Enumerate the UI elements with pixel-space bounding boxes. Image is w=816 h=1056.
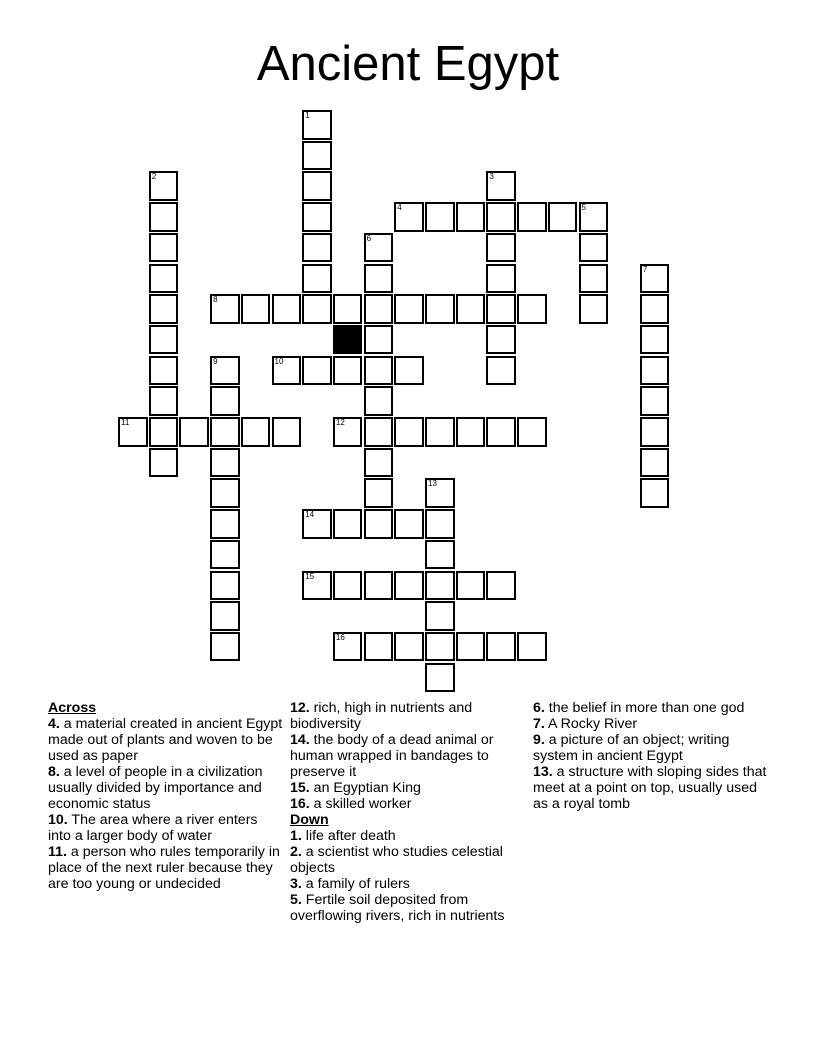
grid-cell[interactable]: [640, 386, 670, 416]
grid-cell[interactable]: [486, 294, 516, 324]
grid-cell[interactable]: [456, 632, 486, 662]
grid-cell[interactable]: [486, 202, 516, 232]
clue-number-label: 14.: [290, 732, 310, 748]
grid-cell[interactable]: [394, 202, 424, 232]
clue-number-label: 10.: [48, 812, 68, 828]
clue-text: a material created in ancient Egypt made out of plants and woven to be used as paper: [48, 716, 283, 764]
grid-cell[interactable]: [149, 264, 179, 294]
clue-number-label: 15.: [290, 780, 310, 796]
grid-cell[interactable]: [364, 386, 394, 416]
clue-number: 4: [397, 203, 402, 213]
clue-number-label: 16.: [290, 796, 310, 812]
clue-text: life after death: [301, 828, 396, 844]
clue-number-label: 3.: [290, 876, 302, 892]
clue-number: 3: [489, 172, 494, 182]
grid-cell[interactable]: [302, 141, 332, 171]
grid-cell[interactable]: [149, 233, 179, 263]
grid-cell[interactable]: [302, 233, 332, 263]
clue-item: [290, 732, 526, 780]
grid-cell[interactable]: [272, 356, 302, 386]
clue-text: A Rocky River: [544, 716, 638, 732]
clue-number: 2: [151, 172, 157, 182]
grid-cell[interactable]: [640, 478, 670, 508]
grid-cell[interactable]: [579, 202, 609, 232]
down-heading: Down: [290, 812, 329, 828]
clue-number: 1: [305, 111, 310, 120]
grid-cell[interactable]: [241, 294, 271, 324]
clues-column-2: [290, 700, 526, 924]
grid-cell[interactable]: [210, 540, 240, 570]
clue-text: a family of rulers: [301, 876, 410, 892]
clue-number: 15: [305, 571, 315, 581]
grid-cell[interactable]: [425, 202, 455, 232]
grid-cell[interactable]: [302, 171, 332, 201]
clue-number-label: 8.: [48, 764, 60, 780]
clue-text: a person who rules temporarily in place of the next ruler because they are too young or undecided: [48, 844, 280, 892]
grid-cell[interactable]: [210, 448, 240, 478]
grid-cell[interactable]: [364, 294, 394, 324]
grid-cell[interactable]: [456, 571, 486, 601]
clue-number-label: 13.: [533, 764, 553, 780]
clue-number: 11: [121, 418, 130, 427]
grid-cell[interactable]: [210, 417, 240, 447]
grid-cell[interactable]: [640, 325, 670, 355]
grid-cell[interactable]: [241, 417, 271, 447]
clue-number: 12: [335, 418, 345, 427]
grid-cell[interactable]: [149, 386, 179, 416]
grid-cell[interactable]: [640, 264, 670, 294]
clue-item: [290, 892, 526, 924]
clue-number-label: 6.: [533, 700, 545, 716]
grid-cell[interactable]: [302, 110, 332, 140]
grid-cell[interactable]: [149, 202, 179, 232]
grid-cell[interactable]: [517, 294, 547, 324]
grid-cell[interactable]: [149, 356, 179, 386]
clues-column-1: [48, 700, 284, 892]
grid-cell[interactable]: [579, 294, 609, 324]
grid-cell[interactable]: [579, 264, 609, 294]
grid-cell[interactable]: [425, 294, 455, 324]
grid-cell[interactable]: [425, 540, 455, 570]
grid-cell[interactable]: [394, 356, 424, 386]
grid-cell[interactable]: [486, 571, 516, 601]
grid-cell[interactable]: [394, 571, 424, 601]
grid-cell[interactable]: [579, 233, 609, 263]
clue-number-label: 9.: [533, 732, 545, 748]
clue-text: a level of people in a civilization usually divided by importance and economic status: [48, 764, 263, 812]
clue-item: [48, 844, 284, 892]
grid-cell[interactable]: [364, 448, 394, 478]
clue-number-label: 4.: [48, 716, 60, 732]
puzzle-title: Ancient Egypt: [256, 37, 560, 91]
grid-cell[interactable]: [640, 294, 670, 324]
grid-cell[interactable]: [364, 571, 394, 601]
clue-number: 7: [642, 264, 648, 274]
clue-item: [533, 764, 769, 812]
clue-number: 8: [213, 295, 218, 305]
grid-cell[interactable]: [210, 632, 240, 662]
grid-cell[interactable]: [333, 294, 363, 324]
grid-cell[interactable]: [364, 325, 394, 355]
clue-number: 5: [581, 203, 586, 213]
clue-text: Fertile soil deposited from overflowing rivers, rich in nutrients: [290, 892, 505, 924]
grid-cell[interactable]: [486, 417, 516, 447]
grid-cell[interactable]: [149, 294, 179, 324]
clue-number: 16: [335, 632, 345, 642]
clue-number-label: 2.: [290, 844, 302, 860]
clue-text: The area where a river enters into a larger body of water: [48, 812, 258, 844]
grid-cell[interactable]: [210, 509, 240, 539]
grid-cell[interactable]: [149, 325, 179, 355]
grid-cell[interactable]: [425, 632, 455, 662]
grid-cell[interactable]: [210, 294, 240, 324]
grid-cell[interactable]: [640, 356, 670, 386]
grid-cell[interactable]: [149, 417, 179, 447]
clue-item: [533, 700, 769, 716]
grid-cell[interactable]: [548, 202, 578, 232]
across-heading: Across: [48, 700, 97, 716]
grid-cell[interactable]: [517, 417, 547, 447]
grid-cell[interactable]: [118, 417, 148, 447]
clue-text: a picture of an object; writing system in ancient Egypt: [533, 732, 730, 764]
clues-column-3: [533, 700, 769, 812]
grid-cell[interactable]: [364, 356, 394, 386]
grid-cell[interactable]: [210, 571, 240, 601]
grid-cell[interactable]: [210, 386, 240, 416]
grid-cell[interactable]: [272, 294, 302, 324]
grid-cell[interactable]: [425, 509, 455, 539]
grid-cell[interactable]: [486, 171, 516, 201]
grid-cell[interactable]: [302, 356, 332, 386]
clue-item: [290, 844, 526, 876]
clue-item: [290, 700, 526, 732]
grid-cell[interactable]: [640, 448, 670, 478]
clue-number-label: 11.: [48, 844, 67, 860]
clue-number-label: 7.: [533, 716, 545, 732]
grid-cell[interactable]: [302, 509, 332, 539]
clue-text: a skilled worker: [309, 796, 412, 812]
clue-number: 14: [305, 510, 315, 520]
grid-cell[interactable]: [364, 233, 394, 263]
grid-cell[interactable]: [456, 417, 486, 447]
grid-cell[interactable]: [364, 632, 394, 662]
grid-cell[interactable]: [425, 571, 455, 601]
grid-cell[interactable]: [364, 417, 394, 447]
grid-cell[interactable]: [517, 202, 547, 232]
clue-text: the body of a dead animal or human wrapped in bandages to preserve it: [290, 732, 494, 780]
clue-number: 6: [366, 233, 372, 243]
clue-item: [290, 796, 526, 812]
black-square: [333, 325, 363, 355]
grid-cell[interactable]: [210, 478, 240, 508]
clue-number-label: 1.: [290, 828, 302, 844]
grid-cell[interactable]: [425, 663, 455, 693]
grid-cell[interactable]: [364, 509, 394, 539]
clue-text: a structure with sloping sides that meet at a point on top, usually used as a royal tomb: [533, 764, 767, 812]
grid-cell[interactable]: [394, 417, 424, 447]
grid-cell[interactable]: [364, 478, 394, 508]
grid-cell[interactable]: [302, 202, 332, 232]
grid-cell[interactable]: [394, 294, 424, 324]
clue-item: [533, 732, 769, 764]
grid-cell[interactable]: [149, 448, 179, 478]
grid-cell[interactable]: [425, 478, 455, 508]
grid-cell[interactable]: [517, 632, 547, 662]
grid-cell[interactable]: [333, 509, 363, 539]
clue-text: rich, high in nutrients and biodiversity: [290, 700, 473, 732]
grid-cell[interactable]: [333, 417, 363, 447]
grid-cell[interactable]: [210, 356, 240, 386]
grid-cell[interactable]: [333, 632, 363, 662]
clue-text: the belief in more than one god: [544, 700, 745, 716]
clue-item: [48, 764, 284, 812]
clue-item: [48, 812, 284, 844]
grid-cell[interactable]: [456, 202, 486, 232]
clue-item: [290, 780, 526, 796]
clue-number: 13: [428, 479, 437, 489]
grid-cell[interactable]: [425, 417, 455, 447]
grid-cell[interactable]: [210, 601, 240, 631]
clue-item: [290, 828, 526, 844]
grid-cell[interactable]: [364, 264, 394, 294]
grid-cell[interactable]: [486, 264, 516, 294]
clue-item: [533, 716, 769, 732]
grid-cell[interactable]: [486, 233, 516, 263]
clue-item: [48, 716, 284, 764]
grid-cell[interactable]: [394, 509, 424, 539]
grid-cell[interactable]: [302, 571, 332, 601]
clue-text: a scientist who studies celestial objects: [290, 844, 503, 876]
grid-cell[interactable]: [486, 356, 516, 386]
grid-cell[interactable]: [302, 294, 332, 324]
grid-cell[interactable]: [302, 264, 332, 294]
grid-cell[interactable]: [333, 356, 363, 386]
grid-cell[interactable]: [179, 417, 209, 447]
grid-cell[interactable]: [640, 417, 670, 447]
grid-cell[interactable]: [272, 417, 302, 447]
grid-cell[interactable]: [486, 325, 516, 355]
grid-cell[interactable]: [486, 632, 516, 662]
clue-number-label: 5.: [290, 892, 302, 908]
grid-cell[interactable]: [333, 571, 363, 601]
grid-cell[interactable]: [425, 601, 455, 631]
grid-cell[interactable]: [149, 171, 179, 201]
clue-number-label: 12.: [290, 700, 310, 716]
grid-cell[interactable]: [394, 632, 424, 662]
grid-cell[interactable]: [456, 294, 486, 324]
clue-text: an Egyptian King: [309, 780, 421, 796]
clue-number: 10: [274, 356, 284, 366]
clue-item: [290, 876, 526, 892]
clue-number: 9: [213, 356, 218, 366]
